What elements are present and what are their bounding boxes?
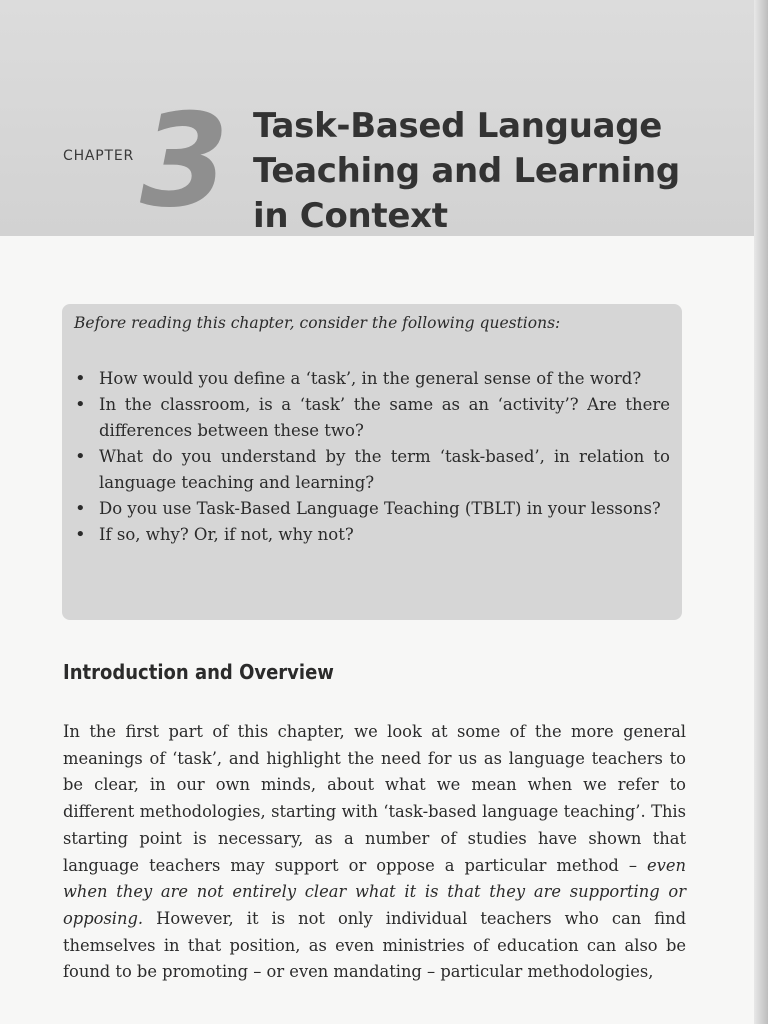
questions-list — [74, 366, 670, 548]
chapter-title-line: Task-Based Language — [253, 106, 663, 146]
page-edge-shadow — [754, 0, 768, 1024]
section-heading: Introduction and Overview — [63, 660, 334, 684]
paragraph-text: In the first part of this chapter, we look at some of the more general meanings of ‘task’, and highlight the need for us as language teachers to be clear, in our own minds, about what we mean when we refer to different methodologies, starting with ‘task-based language teaching’. This starting point is necessary, as a number of studies have shown that language teachers may support or oppose a particular method – — [63, 722, 686, 875]
question-item: • How would you define a ‘task’, in the general sense of the word? — [74, 366, 670, 392]
pre-reading-questions-box — [62, 304, 682, 620]
chapter-title — [253, 104, 713, 239]
chapter-number: 3 — [140, 87, 230, 236]
paragraph-italic-text: even when they are not entirely clear what it is that they are supporting or opposing. — [63, 855, 686, 928]
question-item: • If so, why? Or, if not, why not? — [74, 522, 670, 548]
question-item: • What do you understand by the term ‘task-based’, in relation to language teaching and learning? — [74, 444, 670, 496]
chapter-label: CHAPTER — [63, 148, 135, 164]
chapter-title-line: in Context — [253, 196, 448, 236]
chapter-title-line: Teaching and Learning — [253, 151, 680, 191]
body-paragraph — [63, 719, 686, 986]
question-item: • In the classroom, is a ‘task’ the same as an ‘activity’? Are there differences between these two? — [74, 392, 670, 444]
paragraph-text: However, it is not only individual teachers who can find themselves in that position, as even ministries of education can also be found to be promoting – or even mandating – particular methodologies, — [63, 908, 686, 982]
question-item: • Do you use Task-Based Language Teaching (TBLT) in your lessons? — [74, 496, 670, 522]
questions-intro: Before reading this chapter, consider the following questions: — [74, 314, 561, 332]
